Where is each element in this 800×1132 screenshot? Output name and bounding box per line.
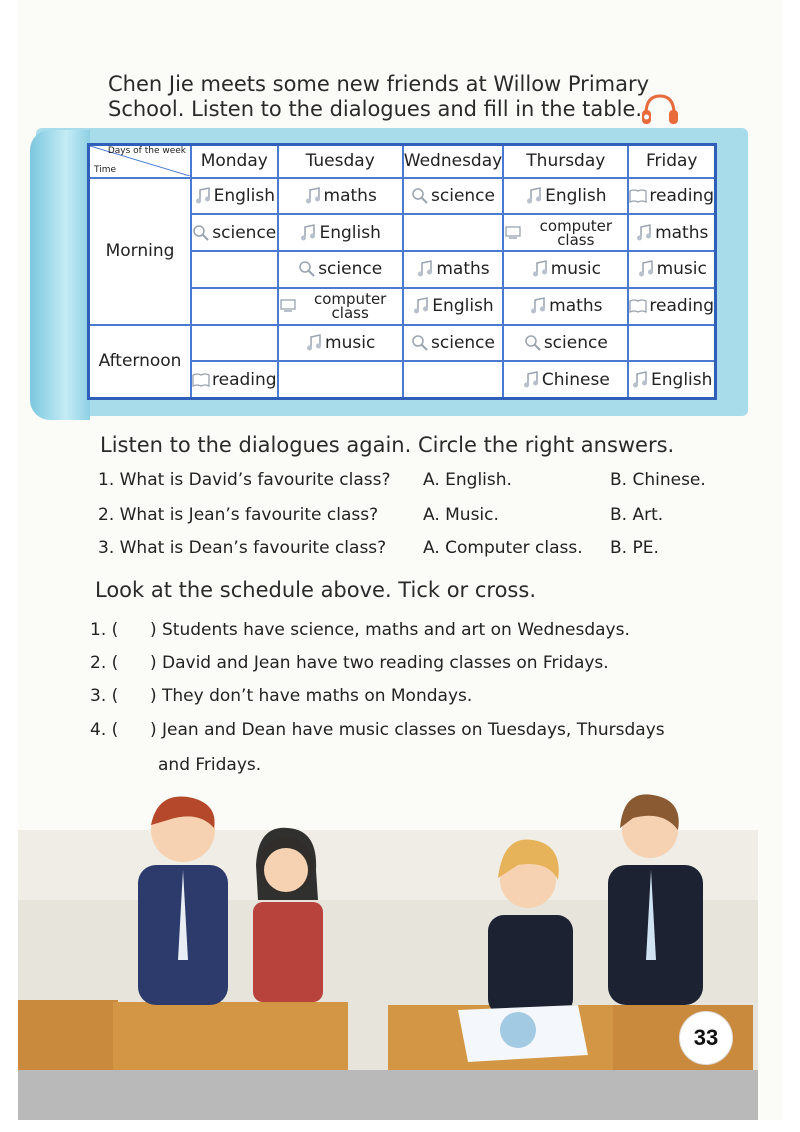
schedule-cell — [278, 251, 403, 288]
schedule-cell-text: music — [325, 332, 376, 353]
music-note-icon — [304, 187, 322, 205]
girl-body — [488, 915, 573, 1015]
answer-option-a[interactable]: A. Music. — [423, 505, 499, 525]
schedule-cell — [503, 251, 628, 288]
question-text: 3. What is Dean’s favourite class? — [98, 538, 387, 558]
schedule-cell — [628, 251, 715, 288]
magnifier-icon — [524, 334, 542, 352]
schedule-cell-content — [279, 252, 402, 287]
schedule-cell-text: science — [431, 332, 495, 353]
schedule-cell-text: reading — [649, 186, 714, 206]
tick-item-text: Jean and Dean have music classes on Tuesdays, Thursdays — [162, 720, 665, 740]
schedule-cell — [503, 214, 628, 251]
intro-line-2: School. Listen to the dialogues and fill in the table. — [108, 97, 643, 121]
book-icon — [192, 371, 210, 389]
tick-box[interactable]: ) — [150, 653, 157, 673]
schedule-cell — [403, 251, 503, 288]
schedule-cell-content — [504, 179, 627, 214]
book-icon — [629, 297, 647, 315]
music-note-icon — [305, 334, 323, 352]
boy-body — [608, 865, 703, 1005]
schedule-cell-content — [629, 215, 714, 250]
schedule-cell-text: science — [212, 222, 277, 243]
intro-text — [108, 72, 688, 122]
schedule-cell-text: science — [318, 259, 383, 280]
schedule-row — [89, 325, 716, 362]
schedule-cell-text: reading — [212, 369, 277, 390]
schedule-cell — [191, 288, 278, 325]
schedule-cell — [628, 288, 715, 325]
girl-jean-body — [253, 902, 323, 1002]
tick-item-text: Students have science, maths and art on Wednesdays. — [162, 620, 630, 640]
schedule-cell-content — [504, 362, 627, 397]
schedule-cell — [503, 361, 628, 398]
day-tuesday: Tuesday — [278, 145, 403, 178]
day-thursday: Thursday — [503, 145, 628, 178]
schedule-cell-content — [404, 215, 502, 250]
page-number: 33 — [680, 1012, 732, 1064]
schedule-cell — [628, 214, 715, 251]
schedule-cell-content — [504, 252, 627, 287]
answer-option-b[interactable]: B. Chinese. — [610, 470, 706, 490]
schedule-cell — [628, 361, 715, 398]
schedule-cell — [503, 178, 628, 215]
schedule-cell — [278, 361, 403, 398]
schedule-cell-text: maths — [323, 186, 377, 206]
music-note-icon — [525, 187, 543, 205]
schedule-cell-content — [404, 252, 502, 287]
desk-left — [18, 1000, 118, 1070]
schedule-cell-content — [404, 326, 502, 361]
schedule-cell — [403, 361, 503, 398]
magnifier-icon — [298, 260, 316, 278]
schedule-cell-text: English — [213, 186, 275, 206]
schedule-cell — [191, 325, 278, 362]
afternoon-label: Afternoon — [89, 325, 192, 399]
magnifier-icon — [411, 187, 429, 205]
computer-icon — [504, 224, 522, 242]
circle-answers-title: Listen to the dialogues again. Circle the right answers. — [100, 433, 675, 457]
answer-option-b[interactable]: B. PE. — [610, 538, 659, 558]
schedule-cell-content — [629, 362, 714, 397]
schedule-cell-content — [404, 362, 502, 397]
schedule-cell-content — [504, 326, 627, 361]
scroll-roll — [30, 130, 90, 420]
music-note-icon — [416, 260, 434, 278]
magnifier-icon — [411, 334, 429, 352]
music-note-icon — [531, 260, 549, 278]
schedule-cell-text: music — [550, 259, 601, 280]
schedule-cell — [403, 178, 503, 215]
schedule-cell-content — [192, 215, 277, 250]
schedule-cell — [191, 214, 278, 251]
schedule-cell — [628, 325, 715, 362]
schedule-cell-content — [629, 179, 714, 214]
schedule-cell-content — [279, 179, 402, 214]
book-icon — [629, 187, 647, 205]
music-note-icon — [529, 297, 547, 315]
schedule-cell-text: computer class — [539, 216, 612, 249]
schedule-cell-content — [279, 215, 402, 250]
music-note-icon — [299, 224, 317, 242]
schedule-row — [89, 178, 716, 215]
tick-item-number: 3. ( — [90, 686, 119, 706]
schedule-table — [87, 143, 717, 400]
schedule-cell-text: music — [656, 259, 707, 280]
schedule-cell — [503, 325, 628, 362]
schedule-cell — [403, 325, 503, 362]
schedule-cell-content — [192, 179, 277, 214]
tick-item-text: They don’t have maths on Mondays. — [162, 686, 473, 706]
tick-box[interactable]: ) — [150, 720, 157, 740]
schedule-cell-content — [404, 179, 502, 214]
schedule-cell — [503, 288, 628, 325]
morning-label: Morning — [89, 178, 192, 325]
schedule-cell-text: computer class — [314, 290, 387, 323]
headphone-icon — [640, 92, 680, 128]
intro-line-1: Chen Jie meets some new friends at Willow Primary — [108, 72, 650, 96]
schedule-cell — [278, 214, 403, 251]
day-monday: Monday — [191, 145, 278, 178]
schedule-cell-text: maths — [655, 222, 709, 243]
classroom-illustration — [18, 790, 758, 1120]
schedule-cell-text: Chinese — [541, 369, 610, 390]
schedule-cell-content — [629, 252, 714, 287]
music-note-icon — [637, 260, 655, 278]
music-note-icon — [194, 187, 212, 205]
schedule-cell-content — [504, 215, 627, 250]
schedule-cell-text: English — [432, 296, 494, 317]
answer-option-b[interactable]: B. Art. — [610, 505, 664, 525]
computer-icon — [279, 297, 297, 315]
music-note-icon — [635, 224, 653, 242]
schedule-cell-text: reading — [649, 296, 714, 317]
tick-item-number: 4. ( — [90, 720, 119, 740]
tick-item-text: David and Jean have two reading classes on Fridays. — [162, 653, 609, 673]
schedule-cell-content — [504, 289, 627, 324]
corner-time-label: Time — [94, 164, 117, 175]
schedule-cell-text: maths — [549, 296, 603, 317]
music-note-icon — [522, 371, 540, 389]
tick-item-number: 2. ( — [90, 653, 119, 673]
schedule-cell-text: English — [319, 222, 381, 243]
schedule-cell-content — [279, 362, 402, 397]
schedule-cell — [278, 325, 403, 362]
corner-days-label: Days of the week — [107, 146, 186, 156]
schedule-cell — [191, 361, 278, 398]
schedule-cell-content — [629, 289, 714, 324]
day-friday: Friday — [628, 145, 715, 178]
question-text: 1. What is David’s favourite class? — [98, 470, 391, 490]
answer-option-a[interactable]: A. English. — [423, 470, 512, 490]
schedule-cell-text: science — [431, 186, 495, 206]
schedule-cell — [628, 178, 715, 215]
music-note-icon — [412, 297, 430, 315]
schedule-cell-content — [279, 289, 402, 324]
schedule-cell-text: English — [545, 186, 607, 206]
schedule-cell-content — [404, 289, 502, 324]
day-wednesday: Wednesday — [403, 145, 503, 178]
schedule-cell-content — [192, 252, 277, 287]
schedule-cell-content — [192, 326, 277, 361]
schedule-cell-text: science — [543, 332, 608, 353]
schedule-cell — [403, 288, 503, 325]
schedule-cell-content — [192, 362, 277, 397]
schedule-cell-content — [629, 326, 714, 361]
tick-item-4-continuation: and Fridays. — [158, 755, 262, 775]
schedule-cell — [191, 251, 278, 288]
schedule-cell — [403, 214, 503, 251]
schedule-cell-content — [192, 289, 277, 324]
desk-center-left — [113, 1002, 348, 1074]
corner-cell — [89, 145, 192, 178]
schedule-cell-text: English — [651, 369, 713, 390]
schedule-cell — [278, 288, 403, 325]
tick-cross-title: Look at the schedule above. Tick or cross. — [95, 578, 536, 602]
schedule-cell — [278, 178, 403, 215]
question-text: 2. What is Jean’s favourite class? — [98, 505, 379, 525]
tick-box[interactable]: ) — [150, 686, 157, 706]
tick-item-number: 1. ( — [90, 620, 119, 640]
schedule-cell-text: maths — [436, 259, 490, 280]
tick-box[interactable]: ) — [150, 620, 157, 640]
answer-option-a[interactable]: A. Computer class. — [423, 538, 583, 558]
schedule-cell — [191, 178, 278, 215]
music-note-icon — [631, 371, 649, 389]
schedule-cell-content — [279, 326, 402, 361]
schedule-header-row — [89, 145, 716, 178]
magnifier-icon — [192, 224, 210, 242]
